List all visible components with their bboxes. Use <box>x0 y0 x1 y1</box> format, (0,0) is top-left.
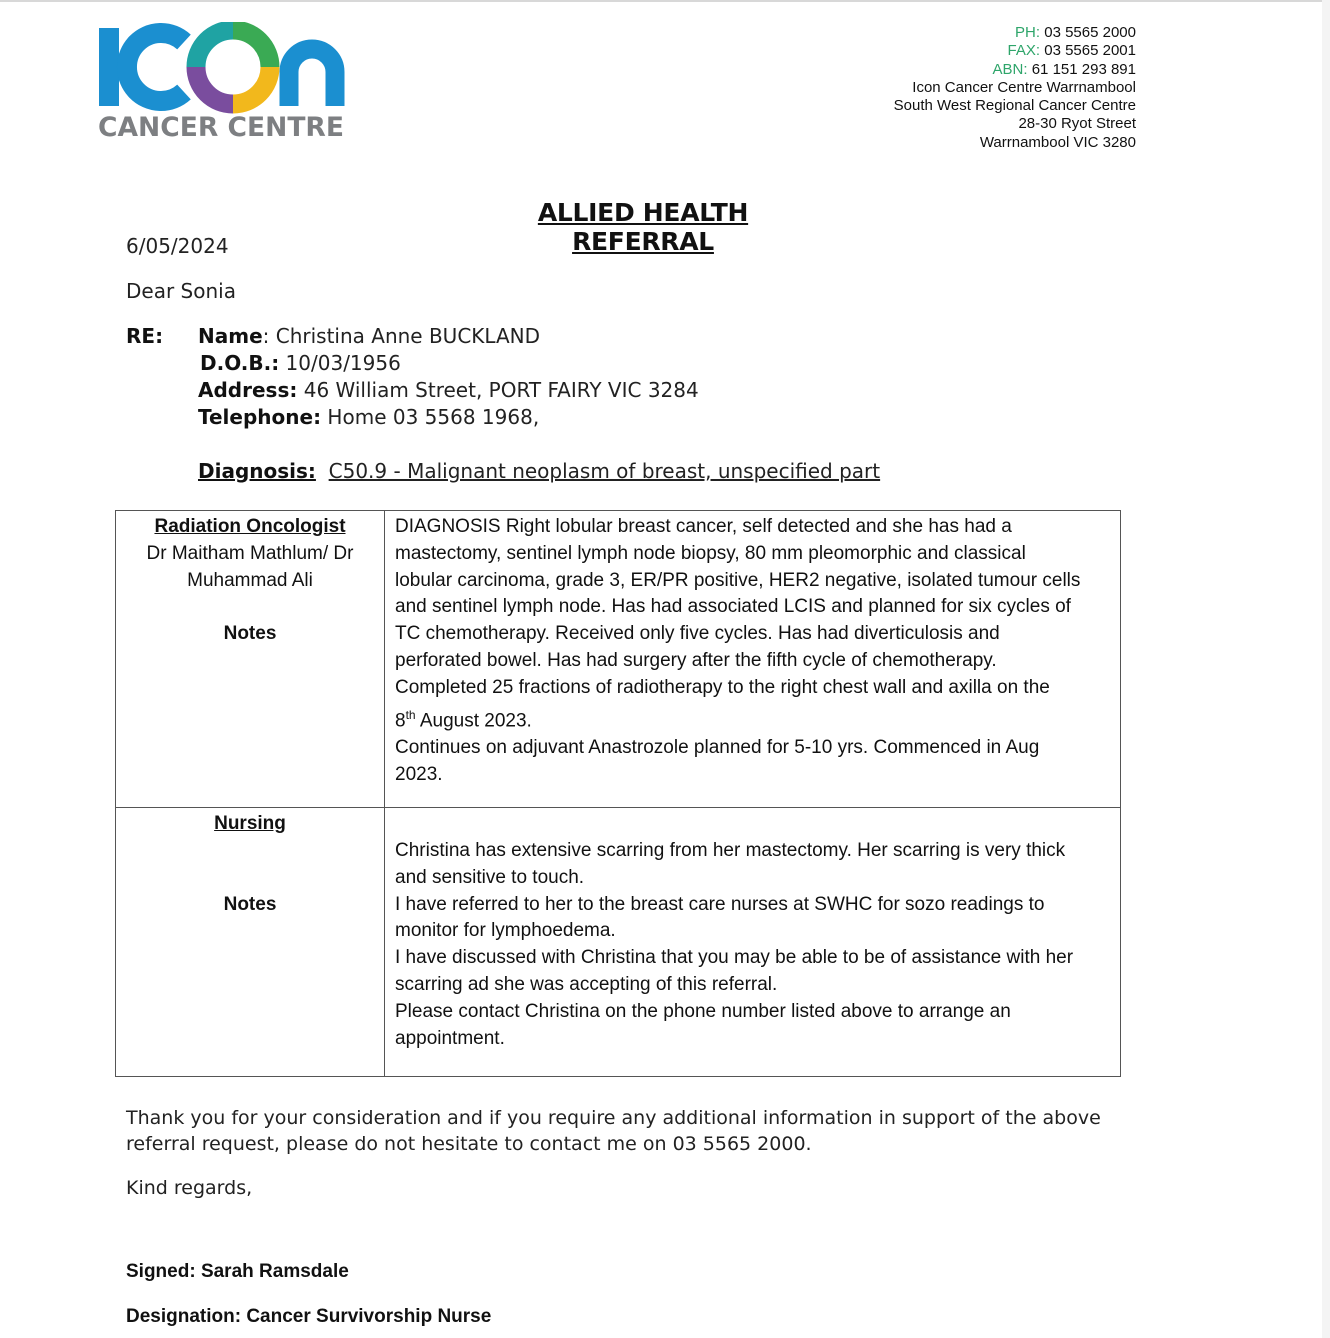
closing-line: referral request, please do not hesitate to contact me on 03 5565 2000. <box>126 1133 812 1155</box>
logo-letter-n <box>289 49 335 106</box>
note-line: Completed 25 fractions of radiotherapy to the right chest wall and axilla on the <box>395 676 1050 698</box>
note-line: scarring ad she was accepting of this referral. <box>395 973 778 995</box>
note-line: Continues on adjuvant Anastrozole planned for 5-10 yrs. Commenced in Aug <box>395 736 1040 758</box>
table-row <box>116 808 1121 1077</box>
note-line: perforated bowel. Has had surgery after the fifth cycle of chemotherapy. <box>395 649 997 671</box>
patient-name-line: Name: Christina Anne BUCKLAND <box>198 324 541 348</box>
notes-label: Notes <box>223 623 277 645</box>
note-line: TC chemotherapy. Received only five cycles. Has had diverticulosis and <box>395 623 1000 645</box>
note-line: mastectomy, sentinel lymph node biopsy, 80 mm pleomorphic and classical <box>395 542 1026 564</box>
letter-date: 6/05/2024 <box>126 234 229 258</box>
icon-cancer-centre-logo <box>96 22 348 144</box>
diagnosis-line: Diagnosis: C50.9 - Malignant neoplasm of breast, unspecified part <box>198 459 881 483</box>
centre-name: Icon Cancer Centre Warrnambool <box>912 78 1136 96</box>
note-line: appointment. <box>395 1027 505 1049</box>
note-line: 8th August 2023. <box>395 707 532 731</box>
signed-by: Signed: Sarah Ramsdale <box>126 1261 349 1282</box>
radiation-oncologist-cell <box>116 511 385 808</box>
nursing-heading: Nursing <box>214 813 286 834</box>
note-line: 2023. <box>395 763 443 785</box>
note-line: Christina has extensive scarring from her mastectomy. Her scarring is very thick <box>395 840 1066 861</box>
abn-line: ABN: 61 151 293 891 <box>992 60 1136 78</box>
patient-telephone-line: Telephone: Home 03 5568 1968, <box>198 405 540 429</box>
note-line: lobular carcinoma, grade 3, ER/PR positive, HER2 negative, isolated tumour cells <box>395 569 1081 591</box>
referral-notes-table <box>115 510 1121 1077</box>
note-line: and sensitive to touch. <box>395 866 585 888</box>
page-top-border <box>0 0 1330 2</box>
patient-dob-line: D.O.B.: 10/03/1956 <box>200 351 401 375</box>
oncologist-name-line1: Dr Maitham Mathlum/ Dr <box>146 542 354 564</box>
re-label: RE: <box>126 324 164 348</box>
note-line: and sentinel lymph node. Has had associated LCIS and planned for six cycles of <box>395 596 1071 618</box>
document-title: ALLIED HEALTH REFERRAL <box>537 198 749 256</box>
note-line: DIAGNOSIS Right lobular breast cancer, self detected and she has had a <box>395 516 1012 537</box>
closing-paragraph <box>126 1105 1101 1157</box>
patient-address-line: Address: 46 William Street, PORT FAIRY VIC 3284 <box>198 378 699 402</box>
phone-line: PH: 03 5565 2000 <box>1015 24 1136 41</box>
designation: Designation: Cancer Survivorship Nurse <box>126 1306 492 1327</box>
kind-regards: Kind regards, <box>126 1177 253 1199</box>
note-line: Please contact Christina on the phone number listed above to arrange an <box>395 1000 1011 1022</box>
note-line: I have discussed with Christina that you may be able to be of assistance with her <box>395 947 1074 969</box>
logo-subtitle: CANCER CENTRE <box>98 112 344 143</box>
street-address: 28-30 Ryot Street <box>1018 115 1136 133</box>
oncologist-name-line2: Muhammad Ali <box>187 569 313 591</box>
logo-letter-c <box>127 33 184 101</box>
salutation: Dear Sonia <box>126 279 236 303</box>
closing-line: Thank you for your consideration and if you require any additional information in support of the above <box>126 1107 1101 1129</box>
fax-line: FAX: 03 5565 2001 <box>1007 42 1136 60</box>
note-line: monitor for lymphoedema. <box>395 920 616 942</box>
nursing-notes-cell <box>385 808 1121 1077</box>
nursing-cell <box>116 808 385 1077</box>
note-line: I have referred to her to the breast care nurses at SWHC for sozo readings to <box>395 893 1045 915</box>
radiation-oncologist-heading: Radiation Oncologist <box>154 516 346 537</box>
logo-letter-i <box>99 28 119 106</box>
contact-block <box>894 24 1136 152</box>
city-address: Warrnambool VIC 3280 <box>979 133 1136 151</box>
centre-subname: South West Regional Cancer Centre <box>893 97 1136 115</box>
notes-label: Notes <box>223 893 277 915</box>
table-row <box>116 511 1121 808</box>
logo-letter-o <box>196 30 270 104</box>
page-right-edge <box>1322 0 1330 1338</box>
radiation-notes-cell <box>385 511 1121 808</box>
